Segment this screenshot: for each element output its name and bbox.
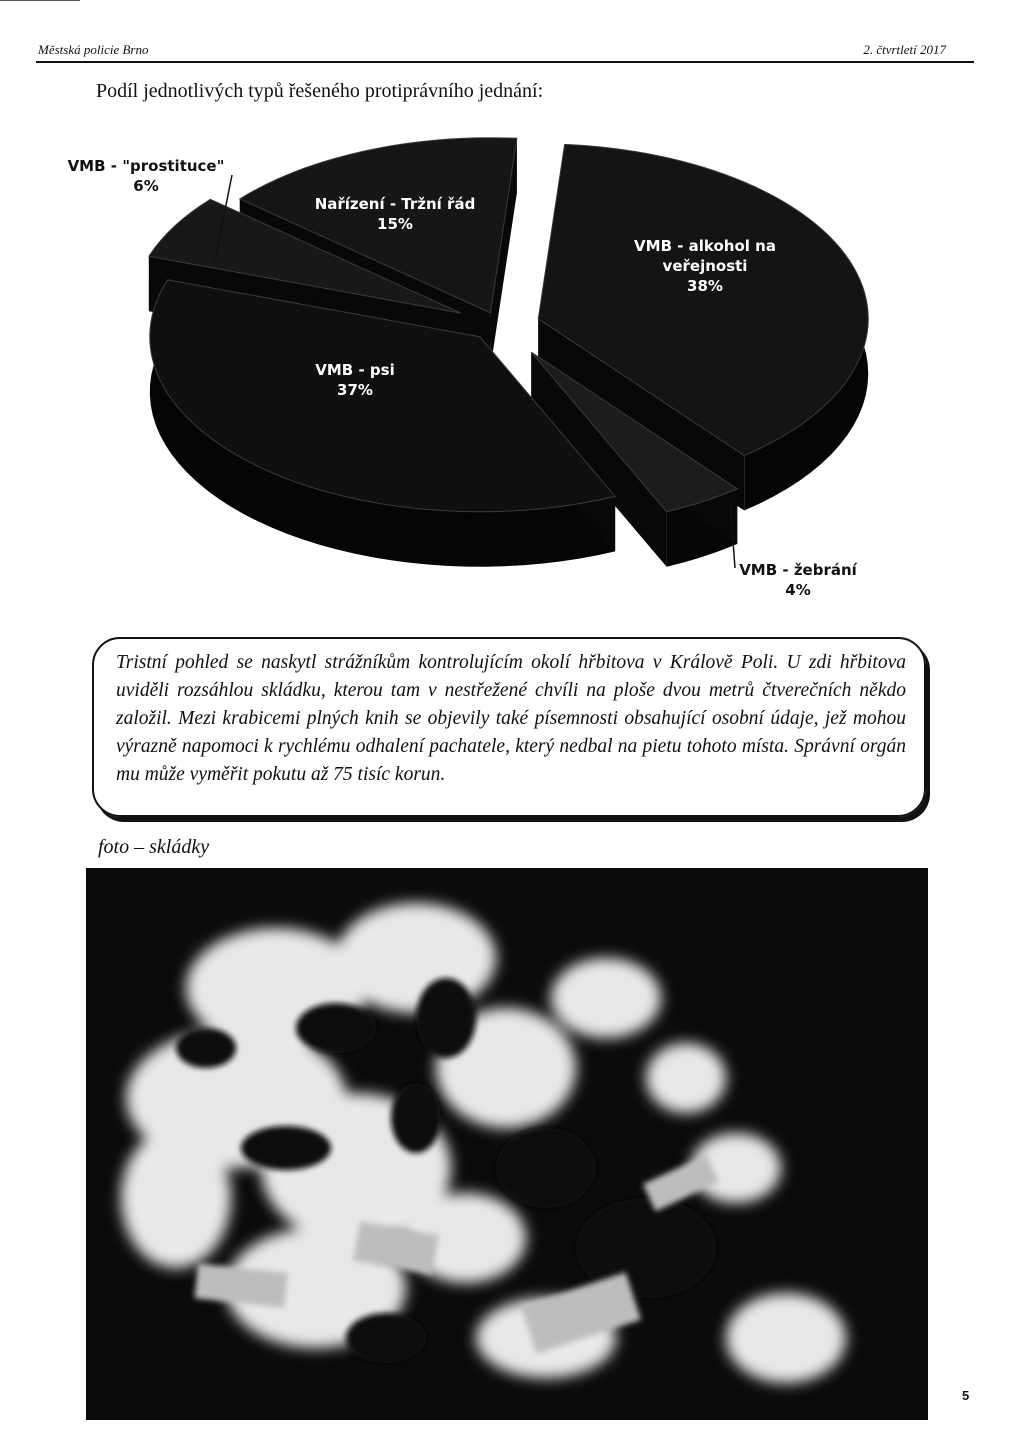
photo-dump-site: [86, 868, 928, 1420]
label-prostituce: [58, 156, 234, 196]
label-alkohol: [610, 236, 800, 296]
label-trzni-rad-name: Nařízení - Tržní řád: [314, 195, 476, 213]
label-zebrani: [736, 560, 860, 600]
header-period: 2. čtvrtletí 2017: [863, 42, 946, 57]
label-psi-name: VMB - psi: [315, 361, 395, 379]
page-number: 5: [962, 1388, 970, 1403]
photo-caption: foto – skládky: [98, 836, 210, 858]
section-heading: Podíl jednotlivých typů řešeného protiprávního jednání:: [96, 80, 544, 102]
label-prostituce-name: VMB - "prostituce": [67, 157, 225, 175]
label-zebrani-name: VMB - žebrání: [739, 561, 857, 579]
label-prostituce-pct: 6%: [133, 177, 159, 195]
label-alkohol-pct: 38%: [687, 277, 723, 295]
top-edge-mark: [0, 0, 80, 1]
callout-text: Tristní pohled se naskytl strážníkům kontrolujícím okolí hřbitova v Královĕ Poli. U zdi hřbitova uviděli rozsáhlou skládku, kterou tam v nestřežené chvíli na ploše dvou metrů čtverečních někdo založil. Mezi krabicemi plných knih se objevily také písemnosti obsahující osobní údaje, jež mohou výrazně napomoci k rychlému odhalení pachatele, který nedbal na pietu tohoto místa. Správní orgán mu může vyměřit pokutu až 75 tisíc korun.: [116, 652, 906, 785]
label-psi: [290, 360, 420, 400]
pie-chart: [0, 120, 1024, 620]
label-alkohol-name-2: veřejnosti: [662, 257, 748, 275]
label-zebrani-pct: 4%: [785, 581, 811, 599]
header-rule: [36, 61, 974, 63]
label-psi-pct: 37%: [337, 381, 373, 399]
label-alkohol-name: VMB - alkohol na: [634, 237, 776, 255]
header-organization: Městská policie Brno: [38, 42, 149, 57]
photo-dump-site-image: [86, 868, 928, 1420]
info-callout-box: [92, 637, 926, 817]
label-trzni-rad: [300, 194, 490, 234]
label-trzni-rad-pct: 15%: [377, 215, 413, 233]
